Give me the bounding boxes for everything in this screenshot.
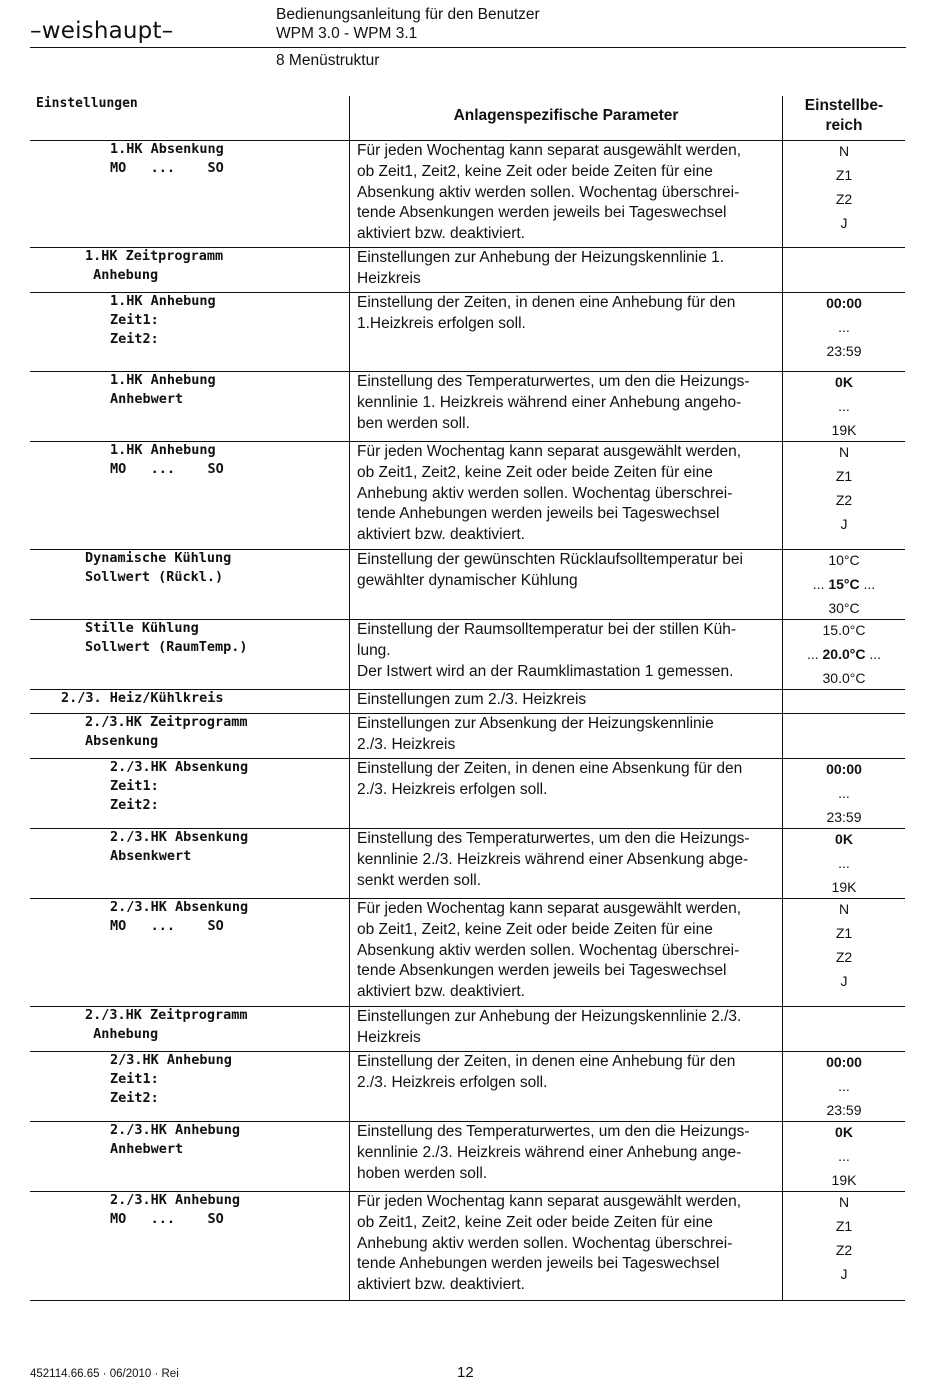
description-line: Einstellung der gewünschten Rücklaufsolltemperatur bei [357,551,743,568]
setting-range [783,898,905,994]
description-line: aktiviert bzw. deaktiviert. [357,1276,525,1294]
description-line: Einstellungen zur Anhebung der Heizungskennlinie 2./3. [357,1008,742,1025]
menu-display-text [110,828,248,866]
range-value [783,1145,905,1169]
description-line: gewählter dynamischer Kühlung [357,571,578,589]
column-header-range [783,96,905,136]
range-value-part: Z1 [835,468,853,484]
description-line: Anhebung aktiv werden sollen. Wochentag überschrei- [357,484,733,502]
setting-range [783,441,905,537]
header-rule [30,47,906,48]
column-header-range-line: Einstellbe- [804,97,884,114]
description-line: Einstellung des Temperaturwertes, um den die Heizungs- [357,373,750,390]
description-line: Anhebung aktiv werden sollen. Wochentag überschrei- [357,1234,733,1252]
menu-display-line: 2./3. Heiz/Kühlkreis [61,690,224,706]
range-value-part: N [838,1194,850,1210]
description-line: Der Istwert wird an der Raumklimastation 1 gemessen. [357,662,734,680]
range-value-part: J [840,516,848,532]
menu-display-line: 1.HK Anhebung [110,372,216,388]
menu-display-line: Anhebwert [110,1141,184,1157]
range-value-part: J [840,215,848,231]
description-line: tende Anhebungen werden jeweils bei Tageswechsel [357,1255,720,1273]
menu-display-text [110,441,224,479]
description-line: Einstellungen zum 2./3. Heizkreis [357,691,587,708]
range-value [783,922,905,946]
description-line: Absenkung aktiv werden sollen. Wochentag überschrei- [357,941,740,959]
menu-display-text [110,758,248,815]
description-line: lung. [357,641,391,659]
range-value [783,1215,905,1239]
range-value [783,395,905,419]
menu-display-line: 2./3.HK Absenkung [110,759,249,775]
menu-display-text [110,371,216,409]
range-value [783,549,905,573]
description-line: aktiviert bzw. deaktiviert. [357,526,525,544]
range-value [783,465,905,489]
range-value [783,946,905,970]
parameter-description [357,248,777,290]
range-value [783,806,905,830]
range-value-part: ... [838,398,850,414]
range-value [783,441,905,465]
section-title: 8 Menüstruktur [276,52,380,69]
model-title: WPM 3.0 - WPM 3.1 [276,25,418,42]
range-value [783,898,905,922]
range-value-part: 15°C [828,576,860,592]
menu-display-text [110,1121,240,1159]
setting-range [783,619,905,691]
description-line: Einstellung der Raumsolltemperatur bei der stillen Küh- [357,621,737,638]
range-value [783,970,905,994]
range-value [783,876,905,900]
range-value-part: J [840,973,848,989]
parameter-description [357,293,777,335]
parameter-description [357,690,777,711]
description-line: ob Zeit1, Zeit2, keine Zeit oder beide Zeiten für eine [357,162,713,180]
parameter-description [357,372,777,434]
range-value-part: 10°C [828,552,860,568]
parameter-description [357,1052,777,1094]
column-header-parameters: Anlagenspezifische Parameter [453,107,679,124]
description-line: Absenkung aktiv werden sollen. Wochentag überschrei- [357,183,740,201]
menu-display-line: Zeit2: [110,331,159,347]
range-value [783,1263,905,1287]
table-row [30,619,905,689]
menu-display-line: 2./3.HK Absenkung [110,899,249,915]
parameter-description [357,714,777,756]
range-value [783,643,905,667]
parameter-description [357,1192,777,1296]
range-value [783,1051,905,1075]
table-row [30,828,905,898]
description-line: Einstellungen zur Anhebung der Heizungskennlinie 1. [357,249,725,266]
menu-display-line: 2./3.HK Absenkung [110,829,249,845]
menu-display-line: MO ... SO [110,160,224,176]
range-value [783,1121,905,1145]
description-line: tende Anhebungen werden jeweils bei Tageswechsel [357,505,720,523]
range-value [783,1169,905,1193]
description-line: Heizkreis [357,1028,421,1046]
range-value-part: 23:59 [826,343,862,359]
range-value-part: 19K [831,1172,857,1188]
range-value-part: ... [812,576,829,592]
menu-display-text [85,549,231,587]
table-bottom-rule [30,1300,905,1301]
range-value-part: 23:59 [826,809,862,825]
setting-range [783,758,905,830]
menu-display-text [110,140,224,178]
menu-display-line: Sollwert (Rückl.) [85,569,224,585]
range-value [783,513,905,537]
range-value-part: 00:00 [826,295,862,311]
menu-display-line: Zeit1: [110,1071,159,1087]
range-value-part: 30.0°C [822,670,866,686]
menu-display-line: Anhebung [85,1026,159,1042]
menu-display-line: Anhebung [85,267,159,283]
menu-display-line: 2./3.HK Anhebung [110,1122,241,1138]
description-line: aktiviert bzw. deaktiviert. [357,225,525,243]
range-value-part: ... [838,855,850,871]
document-title: Bedienungsanleitung für den Benutzer [276,6,540,23]
menu-display-line: Zeit1: [110,312,159,328]
menu-display-line: Zeit2: [110,797,159,813]
range-value-part: N [838,143,850,159]
range-value [783,758,905,782]
menu-display-line: Absenkung [85,733,159,749]
setting-range [783,549,905,621]
parameter-description [357,550,777,592]
menu-display-text [110,1191,240,1229]
range-value-part: Z2 [835,492,853,508]
table-row [30,292,905,371]
range-value [783,667,905,691]
setting-range [783,292,905,364]
description-line: Für jeden Wochentag kann separat ausgewählt werden, [357,900,742,917]
menu-display-text [110,1051,232,1108]
description-line: Einstellung des Temperaturwertes, um den die Heizungs- [357,830,750,847]
parameter-description [357,620,777,682]
table-row [30,549,905,619]
range-value [783,1099,905,1123]
weishaupt-logo: –weishaupt– [30,18,174,44]
document-number: 452114.66.65 · 06/2010 · Rei [30,1368,179,1380]
description-line: hoben werden soll. [357,1164,488,1182]
description-line: ob Zeit1, Zeit2, keine Zeit oder beide Zeiten für eine [357,1213,713,1231]
range-value [783,1075,905,1099]
description-line: 2./3. Heizkreis erfolgen soll. [357,1073,548,1091]
menu-display-line: 2/3.HK Anhebung [110,1052,232,1068]
range-value [783,340,905,364]
menu-display-line: 1.HK Absenkung [110,141,224,157]
range-value [783,419,905,443]
description-line: ob Zeit1, Zeit2, keine Zeit oder beide Zeiten für eine [357,920,713,938]
description-line: 2./3. Heizkreis erfolgen soll. [357,780,548,798]
description-line: tende Absenkungen werden jeweils bei Tageswechsel [357,204,727,222]
description-line: kennlinie 2./3. Heizkreis während einer Anhebung ange- [357,1143,742,1161]
menu-display-text [110,898,248,936]
range-value-part: ... [838,1078,850,1094]
table-row [30,898,905,1006]
range-value [783,852,905,876]
range-value-part: ... [838,319,850,335]
menu-display-text [85,1006,248,1044]
range-value [783,489,905,513]
range-value-part: ... [859,576,876,592]
range-value [783,140,905,164]
description-line: kennlinie 2./3. Heizkreis während einer Absenkung abge- [357,850,749,868]
menu-display-text [85,619,248,657]
menu-display-line: 1.HK Anhebung [110,442,216,458]
table-row [30,140,905,247]
menu-display-line: 1.HK Anhebung [110,293,216,309]
menu-display-line: Stille Kühlung [85,620,199,636]
range-value [783,212,905,236]
range-value-part: N [838,901,850,917]
description-line: Einstellung der Zeiten, in denen eine Anhebung für den [357,294,736,311]
range-value-part: 19K [831,879,857,895]
range-value-part: ... [838,785,850,801]
menu-display-line: 2./3.HK Zeitprogramm [85,714,248,730]
parameter-description [357,1122,777,1184]
menu-display-text [110,292,216,349]
parameter-description [357,899,777,1003]
description-line: ob Zeit1, Zeit2, keine Zeit oder beide Zeiten für eine [357,463,713,481]
menu-display-line: 2./3.HK Anhebung [110,1192,241,1208]
column-header-settings: Einstellungen [36,96,138,111]
range-value [783,619,905,643]
description-line: Einstellung der Zeiten, in denen eine Anhebung für den [357,1053,736,1070]
setting-range [783,828,905,900]
page-number: 12 [457,1364,474,1381]
range-value-part: Z1 [835,167,853,183]
range-value [783,828,905,852]
setting-range [783,1051,905,1123]
description-line: ben werden soll. [357,414,470,432]
description-line: 1.Heizkreis erfolgen soll. [357,314,526,332]
menu-display-line: MO ... SO [110,1211,224,1227]
range-value-part: 23:59 [826,1102,862,1118]
range-value [783,164,905,188]
menu-display-line: 2./3.HK Zeitprogramm [85,1007,248,1023]
menu-display-line: Zeit1: [110,778,159,794]
range-value-part: 20.0°C [822,646,866,662]
table-row [30,371,905,441]
column-header-range-line: reich [825,117,863,134]
range-value-part: Z2 [835,949,853,965]
range-value-part: 0K [835,374,853,390]
description-line: kennlinie 1. Heizkreis während einer Anhebung angeho- [357,393,742,411]
table-row [30,1006,905,1051]
table-row [30,441,905,549]
parameter-description [357,1007,777,1049]
menu-display-line: MO ... SO [110,918,224,934]
parameter-description [357,141,777,245]
table-row [30,758,905,828]
range-value [783,292,905,316]
range-value-part: ... [838,1148,850,1164]
range-value-part: 00:00 [826,761,862,777]
range-value [783,1191,905,1215]
description-line: tende Absenkungen werden jeweils bei Tageswechsel [357,962,727,980]
range-value [783,188,905,212]
setting-range [783,140,905,236]
menu-display-text [61,689,224,708]
description-line: Heizkreis [357,269,421,287]
range-value [783,316,905,340]
description-line: Einstellung der Zeiten, in denen eine Absenkung für den [357,760,743,777]
parameter-description [357,829,777,891]
range-value [783,371,905,395]
range-value-part: Z1 [835,925,853,941]
description-line: 2./3. Heizkreis [357,735,456,753]
range-value-part: J [840,1266,848,1282]
description-line: Einstellung des Temperaturwertes, um den die Heizungs- [357,1123,750,1140]
range-value-part: Z1 [835,1218,853,1234]
setting-range [783,1121,905,1193]
menu-display-line: Anhebwert [110,391,184,407]
range-value-part: N [838,444,850,460]
menu-display-line: Zeit2: [110,1090,159,1106]
menu-display-line: Sollwert (RaumTemp.) [85,639,248,655]
range-value-part: ... [806,646,823,662]
range-value-part: Z2 [835,191,853,207]
menu-display-line: MO ... SO [110,461,224,477]
menu-display-line: Absenkwert [110,848,192,864]
table-row [30,247,905,292]
range-value-part: ... [865,646,882,662]
menu-display-line: 1.HK Zeitprogramm [85,248,224,264]
range-value [783,573,905,597]
description-line: Für jeden Wochentag kann separat ausgewählt werden, [357,142,742,159]
range-value-part: 0K [835,831,853,847]
table-row [30,689,905,713]
range-value-part: 30°C [828,600,860,616]
range-value-part: 15.0°C [822,622,866,638]
menu-display-text [85,713,248,751]
range-value [783,782,905,806]
range-value [783,597,905,621]
description-line: senkt werden soll. [357,871,482,889]
description-line: Einstellungen zur Absenkung der Heizungskennlinie [357,715,714,732]
range-value [783,1239,905,1263]
description-line: Für jeden Wochentag kann separat ausgewählt werden, [357,443,742,460]
setting-range [783,1191,905,1287]
range-value-part: Z2 [835,1242,853,1258]
table-row [30,1121,905,1191]
parameter-description [357,442,777,546]
range-value-part: 00:00 [826,1054,862,1070]
parameter-description [357,759,777,801]
range-value-part: 0K [835,1124,853,1140]
setting-range [783,371,905,443]
table-row [30,1191,905,1300]
description-line: aktiviert bzw. deaktiviert. [357,983,525,1001]
menu-display-text [85,247,223,285]
table-row [30,1051,905,1121]
description-line: Für jeden Wochentag kann separat ausgewählt werden, [357,1193,742,1210]
table-row [30,713,905,758]
menu-display-line: Dynamische Kühlung [85,550,232,566]
range-value-part: 19K [831,422,857,438]
